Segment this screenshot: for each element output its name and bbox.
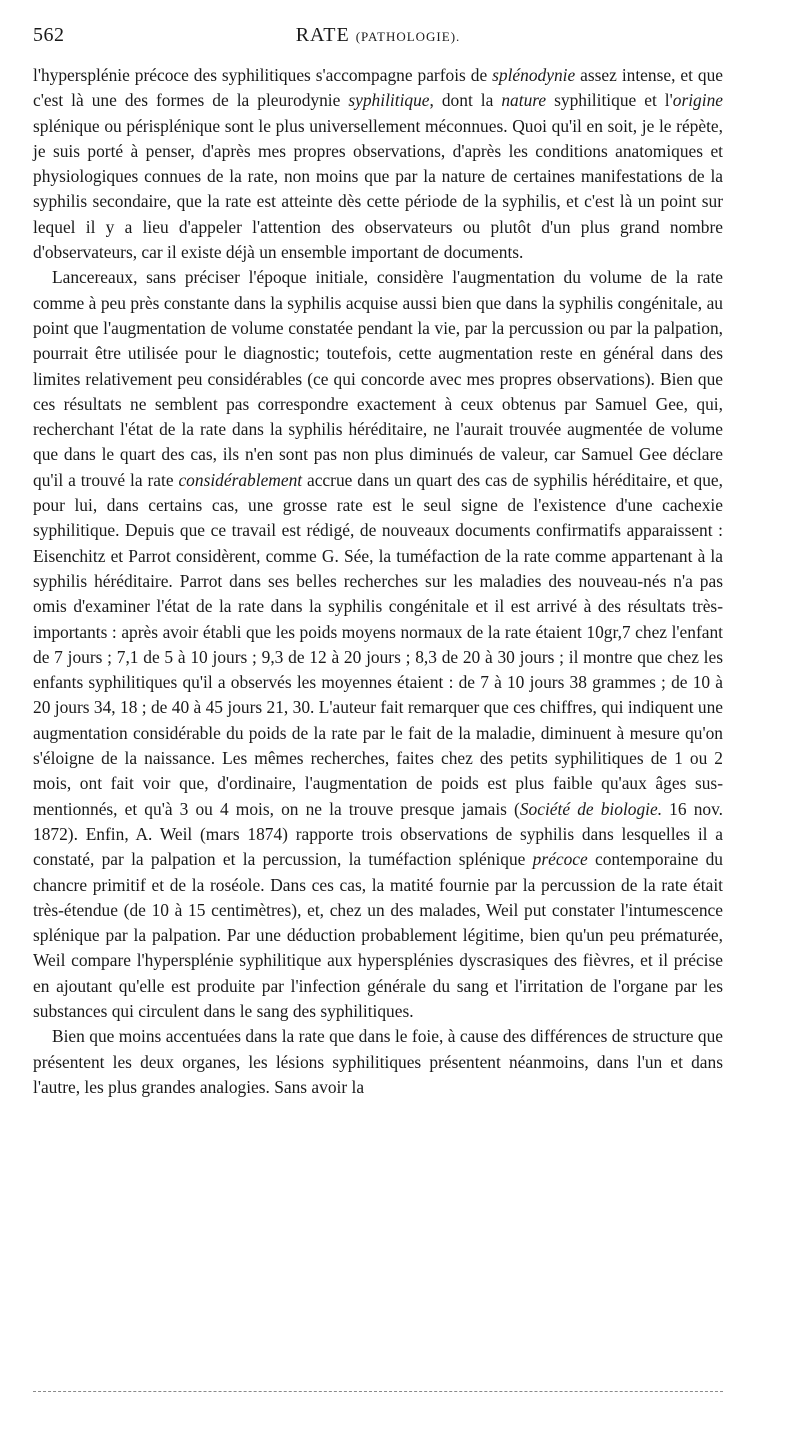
text-run: , dont la (429, 90, 502, 111)
text-run: Bien que moins accentuées dans la rate que dans le foie, à cause des différences de structure que présentent les deux organes, les lésions syphilitiques présentent néanmoins, dans l'un et dans l'autre, les plus grandes analogies. Sans avoir la (33, 1026, 723, 1097)
paragraph (33, 265, 723, 1024)
text-run: splénique ou périsplénique sont le plus universellement méconnues. Quoi qu'il en soit, je le répète, je suis porté à penser, d'après mes propres observations, d'après les conditions anatomiques et physiologiques connues de la rate, non moins que par la nature de certaines manifestations de la syphilis secondaire, que la rate est atteinte dès cette période de la syphilis, et c'est là un point sur lequel il y a lieu d'appeler l'attention des observateurs ou plutôt d'un plus grand nombre d'observateurs, car il existe déjà un ensemble important de documents. (33, 115, 723, 263)
text-run: syphilitique et l' (546, 90, 673, 111)
footer-rule (33, 1391, 723, 1392)
running-head (33, 24, 723, 47)
text-run: accrue dans un quart des cas de syphilis héréditaire, et que, pour lui, dans certains cas, une grosse rate est le seul signe de l'existence d'une cachexie syphilitique. Depuis que ce travail est rédigé, de nouveaux documents confirmatifs apparaissent : Eisenchitz et Parrot considèrent, comme G. Sée, la tuméfaction de la rate comme appartenant à la syphilis héréditaire. Parrot dans ses belles recherches sur les maladies des nouveau-nés n'a pas omis d'examiner l'état de la rate dans la syphilis congénitale et il est arrivé à des résultats très-importants : après avoir établi que les poids moyens normaux de la rate étaient 10gr,7 chez l'enfant de 7 jours ; 7,1 de 5 à 10 jours ; 9,3 de 12 à 20 jours ; 8,3 de 20 à 30 jours ; il montre que chez les enfants syphilitiques qu'il a observés les moyennes étaient : de 7 à 10 jours 38 grammes ; de 10 à 20 jours 34, 18 ; de 40 à 45 jours 21, 30. L'auteur fait remarquer que ces chiffres, qui indiquent une augmentation considérable du poids de la rate par le fait de la maladie, diminuent à mesure qu'on s'éloigne de la naissance. Les mêmes recherches, faites chez des petits syphilitiques de 1 ou 2 mois, ont fait voir que, d'ordinaire, l'augmentation de poids est plus faible qu'aux âges sus-mentionnés, et qu'à 3 ou 4 mois, on ne la trouve presque jamais ( (33, 469, 723, 819)
text-run: l'hypersplénie précoce des syphilitiques s'accompagne parfois de (33, 65, 493, 85)
running-subtitle: (PATHOLOGIE). (355, 29, 461, 44)
italic-text: splénodynie (492, 65, 576, 85)
italic-text: nature (501, 90, 547, 111)
paragraph (33, 63, 723, 265)
italic-text: syphilitique (348, 90, 430, 111)
italic-text: précoce (532, 849, 588, 870)
body-text (33, 63, 723, 1100)
text-run: Lancereaux, sans préciser l'époque initiale, considère l'augmentation du volume de la rate comme à peu près constante dans la syphilis acquise aussi bien que dans la syphilis congénitale, au point que l'augmentation de volume constatée pendant la vie, par la percussion ou par la palpation, pourrait être utilisée pour le diagnostic; toutefois, cette augmentation reste en général dans des limites relativement peu considérables (ce qui concorde avec mes propres observations). Bien que ces résultats ne semblent pas correspondre exactement à ceux obtenus par Samuel Gee, qui, recherchant l'état de la rate dans la syphilis héréditaire, ne l'aurait trouvée augmentée de volume que dans le quart des cas, ils n'en sont pas non plus diminués de valeur, car Samuel Gee déclare qu'il a trouvé la rate (33, 267, 723, 490)
text-run: 16 nov. 1872). Enfin, A. Weil (mars 1874) rapporte trois observations de syphilis dans lesquelles il a constaté, par la palpation et la percussion, la tuméfaction splénique (33, 798, 723, 870)
running-title: RATE (295, 24, 350, 46)
italic-text: origine (672, 90, 724, 111)
page-number: 562 (33, 24, 65, 46)
italic-text: Société de biologie. (519, 798, 663, 819)
page-header (33, 24, 723, 54)
paragraph (33, 1024, 723, 1100)
text-run: contemporaine du chancre primitif et de la roséole. Dans ces cas, la matité fournie par la percussion de la rate était très-étendue (de 10 à 15 centimètres), et, chez un des malades, Weil put constater l'intumescence splénique par la palpation. Par une déduction probablement légitime, bien qu'un peu prématurée, Weil compare l'hypersplénie syphilitique aux hypersplénies dyscrasiques des fièvres, et il précise en ajoutant qu'elle est produite par l'infection générale du sang et l'irritation de l'organe par les substances qui circulent dans le sang des syphilitiques. (33, 849, 724, 1021)
italic-text: considérablement (178, 469, 303, 490)
text-run: assez intense, et que c'est là une des formes de la pleurodynie (33, 65, 723, 111)
